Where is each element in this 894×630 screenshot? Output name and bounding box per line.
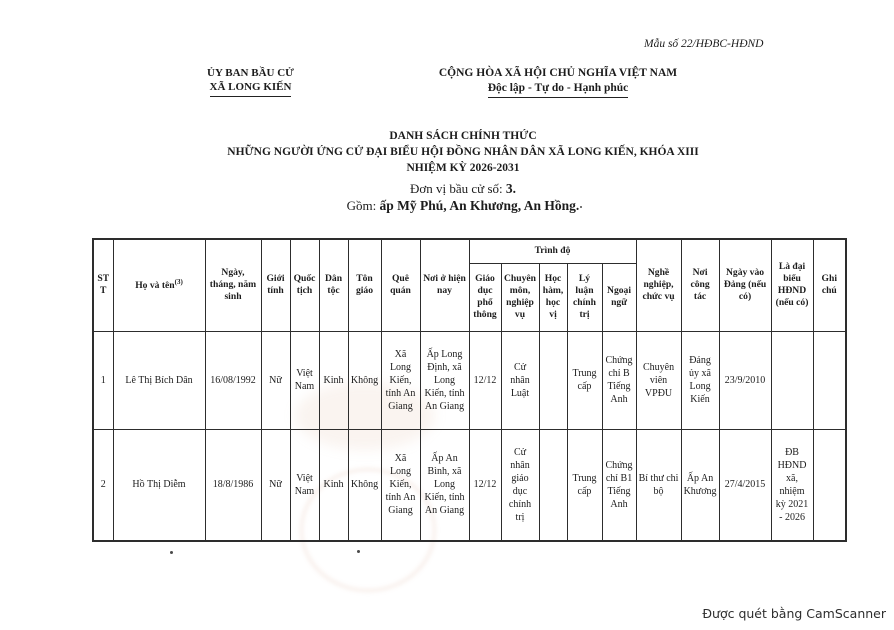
cell-education: 12/12 [469,429,501,541]
cell-academic [539,331,567,429]
form-number: Mẫu số 22/HĐBC-HĐND [644,38,764,50]
cell-ethnicity: Kinh [319,331,348,429]
col-header-residence: Nơi ở hiện nay [420,239,469,331]
col-header-workplace: Nơi công tác [681,239,719,331]
cell-religion: Không [348,331,381,429]
cell-gender: Nữ [261,429,290,541]
footnote-marker: (3) [174,278,183,287]
title-line1: DANH SÁCH CHÍNH THỨC [389,130,537,142]
col-header-academic: Học hàm, học vị [539,263,567,331]
election-unit-line [97,181,829,197]
cell-nationality: Việt Nam [290,429,319,541]
col-header-notes: Ghi chú [813,239,846,331]
document-title [97,128,829,176]
cell-stt: 1 [93,331,113,429]
cell-party-date: 27/4/2015 [719,429,771,541]
col-header-education: Giáo dục phổ thông [469,263,501,331]
col-header-party-date: Ngày vào Đảng (nếu có) [719,239,771,331]
col-header-political: Lý luận chính trị [567,263,602,331]
col-header-ethnicity: Dân tộc [319,239,348,331]
candidates-table [92,238,847,542]
cell-occupation: Chuyên viên VPĐU [636,331,681,429]
camscanner-watermark: Được quét bằng CamScanner [702,606,886,621]
col-header-hometown: Quê quán [381,239,420,331]
col-header-nationality: Quốc tịch [290,239,319,331]
cell-notes [813,429,846,541]
cell-party-date: 23/9/2010 [719,331,771,429]
col-group-qualification: Trình độ [469,239,636,263]
election-scope-line [97,198,829,214]
cell-professional: Cử nhân giáo dục chính trị [501,429,539,541]
cell-workplace: Ấp An Khương [681,429,719,541]
cell-hometown: Xã Long Kiến, tỉnh An Giang [381,331,420,429]
motto: Độc lập - Tự do - Hạnh phúc [398,81,718,98]
country-name: CỘNG HÒA XÃ HỘI CHỦ NGHĨA VIỆT NAM [438,67,678,79]
national-motto-header [398,66,718,98]
cell-academic [539,429,567,541]
authority-line2: XÃ LONG KIẾN [158,80,343,96]
cell-stt: 2 [93,429,113,541]
cell-religion: Không [348,429,381,541]
cell-notes [813,331,846,429]
scan-speck [170,551,173,554]
cell-residence: Ấp An Bình, xã Long Kiến, tỉnh An Giang [420,429,469,541]
col-header-religion: Tôn giáo [348,239,381,331]
cell-workplace: Đảng ủy xã Long Kiến [681,331,719,429]
cell-council-member [771,331,813,429]
candidate-row [93,429,846,541]
cell-nationality: Việt Nam [290,331,319,429]
cell-name: Lê Thị Bích Dân [113,331,205,429]
col-header-dob: Ngày, tháng, năm sinh [205,239,261,331]
col-header-professional: Chuyên môn, nghiệp vụ [501,263,539,331]
candidate-row [93,331,846,429]
cell-dob: 16/08/1992 [205,331,261,429]
cell-political: Trung cấp [567,331,602,429]
col-header-council-member: Là đại biểu HĐND (nếu có) [771,239,813,331]
cell-hometown: Xã Long Kiến, tỉnh An Giang [381,429,420,541]
authority-line1: ỦY BAN BẦU CỬ [207,67,294,79]
col-header-occupation: Nghề nghiệp, chức vụ [636,239,681,331]
scope-value: ấp Mỹ Phú, An Khương, An Hồng. [379,198,580,213]
cell-residence: Ấp Long Định, xã Long Kiến, tỉnh An Giang [420,331,469,429]
cell-education: 12/12 [469,331,501,429]
scope-label: Gồm: [346,198,377,213]
cell-gender: Nữ [261,331,290,429]
col-header-language: Ngoại ngữ [602,263,636,331]
cell-council-member: ĐB HĐND xã, nhiệm kỳ 2021 - 2026 [771,429,813,541]
cell-language: Chứng chỉ B Tiếng Anh [602,331,636,429]
cell-political: Trung cấp [567,429,602,541]
cell-occupation: Bí thư chi bộ [636,429,681,541]
cell-name: Hồ Thị Diễm [113,429,205,541]
title-line3: NHIỆM KỲ 2026-2031 [406,162,520,175]
cell-language: Chứng chỉ B1 Tiếng Anh [602,429,636,541]
issuing-authority-header [158,66,343,97]
title-line2: NHỮNG NGƯỜI ỨNG CỬ ĐẠI BIỂU HỘI ĐỒNG NHÂN DÂN XÃ LONG KIẾN, KHÓA XIII [227,146,699,159]
col-header-gender: Giới tính [261,239,290,331]
col-header-name: Họ và tên$^{(3)}$ [113,239,205,331]
cell-ethnicity: Kinh [319,429,348,541]
scan-speck [357,550,360,553]
col-header-stt: STT [93,239,113,331]
cell-dob: 18/8/1986 [205,429,261,541]
unit-value: 3. [505,181,516,196]
cell-professional: Cử nhân Luật [501,331,539,429]
unit-label: Đơn vị bầu cử số: [409,181,503,196]
